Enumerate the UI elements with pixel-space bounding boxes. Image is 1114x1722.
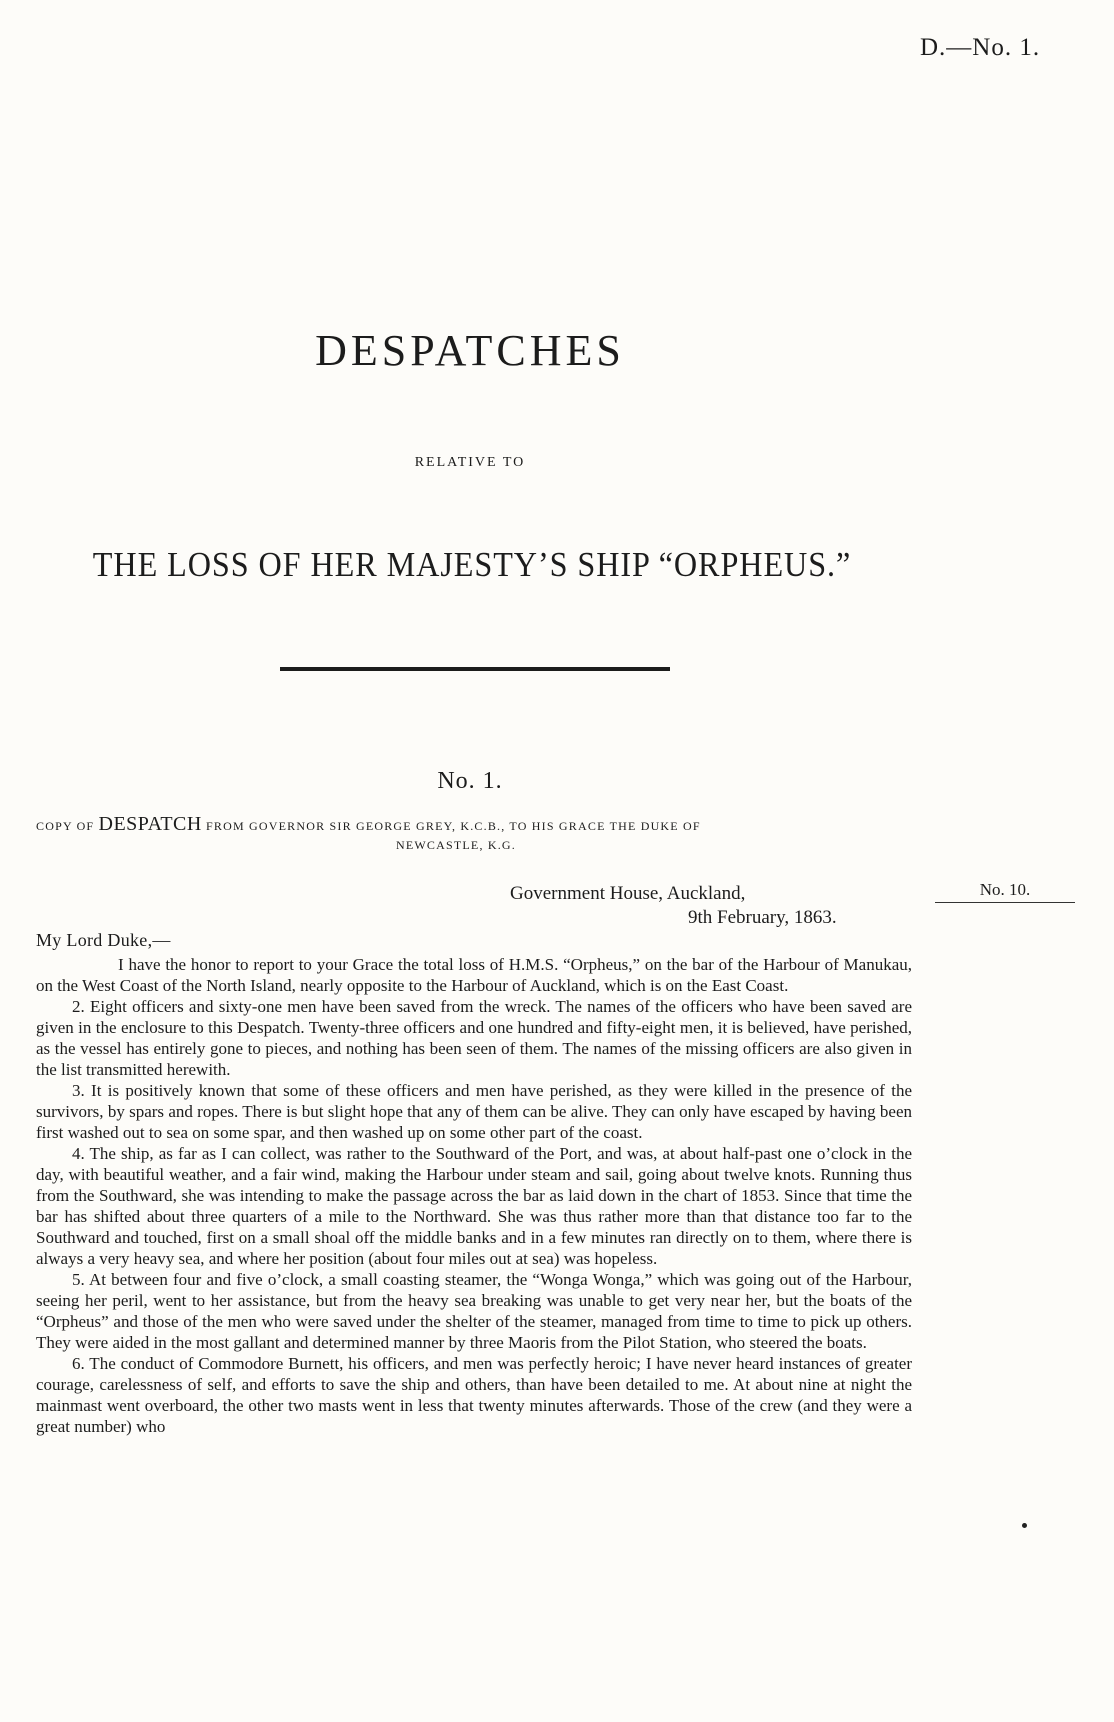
salutation: My Lord Duke,— bbox=[36, 930, 171, 950]
document-reference: D.—No. 1. bbox=[920, 34, 1041, 61]
despatch-number: No. 1. bbox=[437, 768, 503, 794]
paragraph: 4. The ship, as far as I can collect, was rather to the Southward of the Port, and was, at about half-past one o’clock in the day, with beautiful weather, and a fair wind, making the Harbour under steam and sail, going about twelve knots. Running thus from the Southward, she was intending to make the passage across the bar as laid down in the chart of 1853. Since that time the bar has shifted about three quarters of a mile to the Northward. She was thus rather more than that distance too far to the Southward and touched, first on a small shoal off the middle banks and in a few minutes ran directly on to them, where there is always a very heavy sea, and where her position (about four miles out at sea) was hopeless. bbox=[36, 1144, 912, 1268]
heading-despatch: DESPATCH bbox=[98, 813, 202, 835]
margin-reference: No. 10. bbox=[935, 880, 1075, 903]
paragraph: 6. The conduct of Commodore Burnett, his officers, and men was perfectly heroic; I have never heard instances of greater courage, carelessness of self, and efforts to save the ship and others, than have been detailed to me. At about nine at night the mainmast went overboard, the other two masts went in less that twenty minutes afterwards. Those of the crew (and they were a great number) who bbox=[36, 1354, 912, 1436]
heading-copy-of: COPY OF bbox=[36, 819, 95, 833]
heading-from-line: FROM GOVERNOR SIR GEORGE GREY, K.C.B., TO HIS GRACE THE DUKE OF bbox=[206, 819, 701, 833]
margin-dot bbox=[1022, 1523, 1027, 1528]
paragraph: I have the honor to report to your Grace the total loss of H.M.S. “Orpheus,” on the bar of the Harbour of Manukau, on the West Coast of the North Island, nearly opposite to the Harbour of Auckland, which is on the East Coast. bbox=[36, 955, 912, 995]
relative-to-label: RELATIVE TO bbox=[414, 455, 526, 470]
document-title: DESPATCHES bbox=[315, 326, 625, 375]
paragraph: 5. At between four and five o’clock, a small coasting steamer, the “Wonga Wonga,” which was going out of the Harbour, seeing her peril, went to her assistance, but from the heavy sea breaking was unable to get very near her, but the boats of the “Orpheus” and those of the men who were saved under the shelter of the steamer, managed from time to time to pick up others. They were aided in the most gallant and determined manner by three Maoris from the Pilot Station, who steered the boats. bbox=[36, 1270, 912, 1352]
document-subject: THE LOSS OF HER MAJESTY’S SHIP “ORPHEUS.” bbox=[92, 545, 852, 584]
sender-block bbox=[510, 882, 837, 930]
title-divider bbox=[280, 667, 670, 671]
paragraph: 2. Eight officers and sixty-one men have been saved from the wreck. The names of the officers who have been saved are given in the enclosure to this Despatch. Twenty-three officers and one hundred and fifty-eight men, it is believed, have perished, as the vessel has entirely gone to pieces, and nothing has been seen of them. The names of the missing officers are also given in the list transmitted herewith. bbox=[36, 997, 912, 1079]
despatch-heading bbox=[36, 815, 916, 855]
heading-second-line: NEWCASTLE, K.G. bbox=[396, 838, 516, 852]
letter-body bbox=[36, 954, 912, 1437]
sender-date: 9th February, 1863. bbox=[688, 907, 837, 928]
sender-place: Government House, Auckland, bbox=[510, 883, 746, 904]
paragraph: 3. It is positively known that some of these officers and men have perished, as they were killed in the presence of the survivors, by spars and ropes. There is but slight hope that any of them can be alive. They can only have escaped by having been first washed out to sea on some spar, and then washed up on some other part of the coast. bbox=[36, 1081, 912, 1142]
